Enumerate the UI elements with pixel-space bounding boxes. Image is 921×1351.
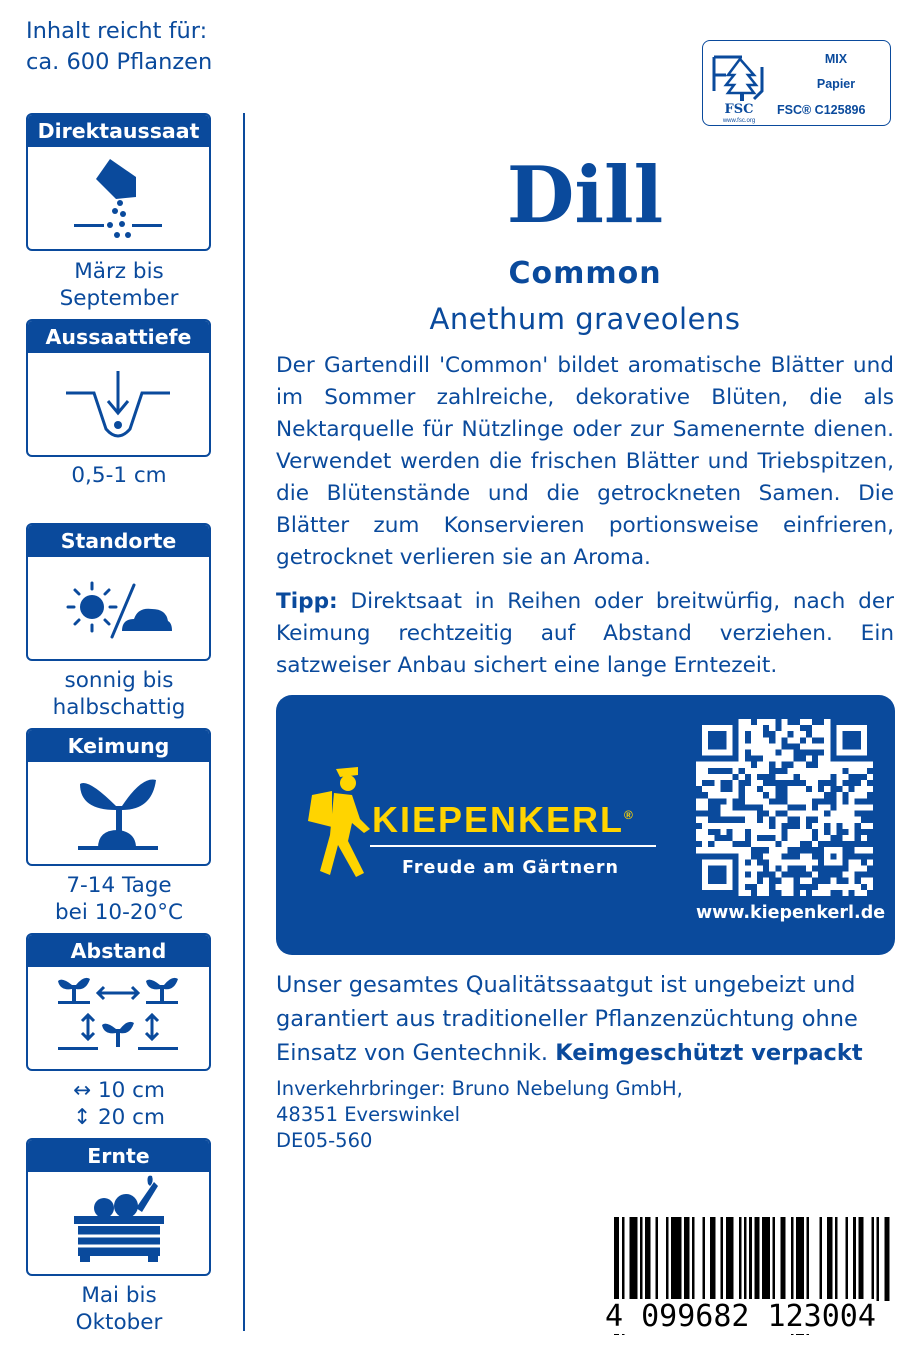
product-tip: [276, 586, 894, 682]
distributor-info: [276, 1076, 683, 1154]
harvest-value-2: Oktober: [75, 1310, 163, 1335]
card-spacing: [26, 933, 211, 1071]
depth-value-1: 0,5-1 cm: [71, 463, 167, 488]
fsc-mix: MIX: [824, 52, 848, 66]
seedling-icon: [28, 762, 209, 864]
germination-value-2: bei 10-20°C: [55, 900, 183, 925]
harvest-value: [14, 1282, 224, 1336]
brand-slogan: Freude am Gärtnern: [402, 858, 620, 878]
plant-spacing-icon: [28, 967, 209, 1069]
fsc-label: [702, 40, 891, 126]
harvest-crate-icon: [28, 1172, 209, 1274]
registered-mark: ®: [624, 808, 635, 822]
fsc-paper: Papier: [816, 77, 856, 91]
germination-value-1: 7-14 Tage: [66, 873, 172, 898]
brand-text: KIEPENKERL: [372, 799, 625, 840]
card-sowing-depth: [26, 319, 211, 457]
germination-value: [14, 872, 224, 926]
sowing-depth-value: [14, 462, 224, 489]
spacing-value-1: ↔ 10 cm: [73, 1078, 165, 1103]
sowing-period: [14, 258, 224, 312]
quality-text: Unser gesamtes Qualitätssaatgut ist ungebeizt und garantiert aus traditioneller Pflanzenzüchtung ohne Einsatz von Gentechnik.: [276, 972, 858, 1066]
fsc-url-small: www.fsc.org: [722, 118, 756, 124]
quality-bold: Keimgeschützt verpackt: [555, 1040, 863, 1066]
location-value: [14, 667, 224, 721]
brand-banner: [276, 695, 895, 955]
card-harvest: [26, 1138, 211, 1276]
brand-name: [372, 799, 635, 841]
card-title: Ernte: [28, 1140, 209, 1172]
card-location: [26, 523, 211, 661]
qr-code[interactable]: [696, 719, 873, 896]
tip-text: Direktsaat in Reihen oder breitwürfig, nach der Keimung rechtzeitig auf Abstand verziehen. Ein satzweiser Anbau sichert eine lange Erntezeit.: [276, 589, 894, 678]
card-title: Abstand: [28, 935, 209, 967]
website-url[interactable]: www.kiepenkerl.de: [696, 903, 886, 923]
seed-pack-sowing-icon: [28, 147, 209, 249]
distributor-line-3: DE05-560: [276, 1129, 373, 1152]
card-title: Standorte: [28, 525, 209, 557]
location-value-1: sonnig bis: [64, 668, 174, 693]
quality-statement: [276, 968, 894, 1070]
harvest-value-1: Mai bis: [81, 1283, 157, 1308]
coverage-line-1: Inhalt reicht für:: [26, 18, 208, 44]
card-title: Direktaussaat: [28, 115, 209, 147]
fsc-code: FSC® C125896: [777, 103, 866, 117]
sidebar-divider: [243, 113, 245, 1331]
sowing-value-2: September: [59, 286, 179, 311]
sun-cloud-icon: [28, 557, 209, 659]
card-germination: [26, 728, 211, 866]
spacing-value: [14, 1077, 224, 1131]
ean-digits: [605, 1300, 890, 1334]
product-description: Der Gartendill 'Common' bildet aromatische Blätter und im Sommer zahlreiche, dekorative Blüten, die als Nektarquelle für Nützlinge oder zur Samenernte dienen. Verwendet werden die frischen Blätter und Triebspitzen, die Blütenstände und die getrockneten Samen. Die Blätter zum Konservieren portionsweise einfrieren, getrocknet verlieren sie an Aroma.: [276, 353, 894, 570]
card-direct-sowing: [26, 113, 211, 251]
product-latin-name: Anethum graveolens: [429, 302, 741, 336]
distributor-line-1: Inverkehrbringer: Bruno Nebelung GmbH,: [276, 1077, 683, 1100]
fsc-logo-icon: [706, 41, 772, 125]
fsc-logo-text: FSC: [724, 102, 754, 117]
tip-label: Tipp:: [276, 589, 338, 614]
brand-divider: [370, 845, 656, 847]
location-value-2: halbschattig: [52, 695, 186, 720]
card-title: Keimung: [28, 730, 209, 762]
sowing-value-1: März bis: [74, 259, 164, 284]
sowing-depth-icon: [28, 353, 209, 455]
spacing-value-2: ↕ 20 cm: [73, 1105, 165, 1130]
coverage-line-2: ca. 600 Pflanzen: [26, 49, 213, 75]
product-variety: Common: [508, 256, 662, 291]
card-title: Aussaattiefe: [28, 321, 209, 353]
product-title: Dill: [506, 150, 664, 241]
distributor-line-2: 48351 Everswinkel: [276, 1103, 461, 1126]
coverage-info: [26, 16, 212, 78]
ean-digits-text: 4 099682 123004: [605, 1299, 876, 1334]
